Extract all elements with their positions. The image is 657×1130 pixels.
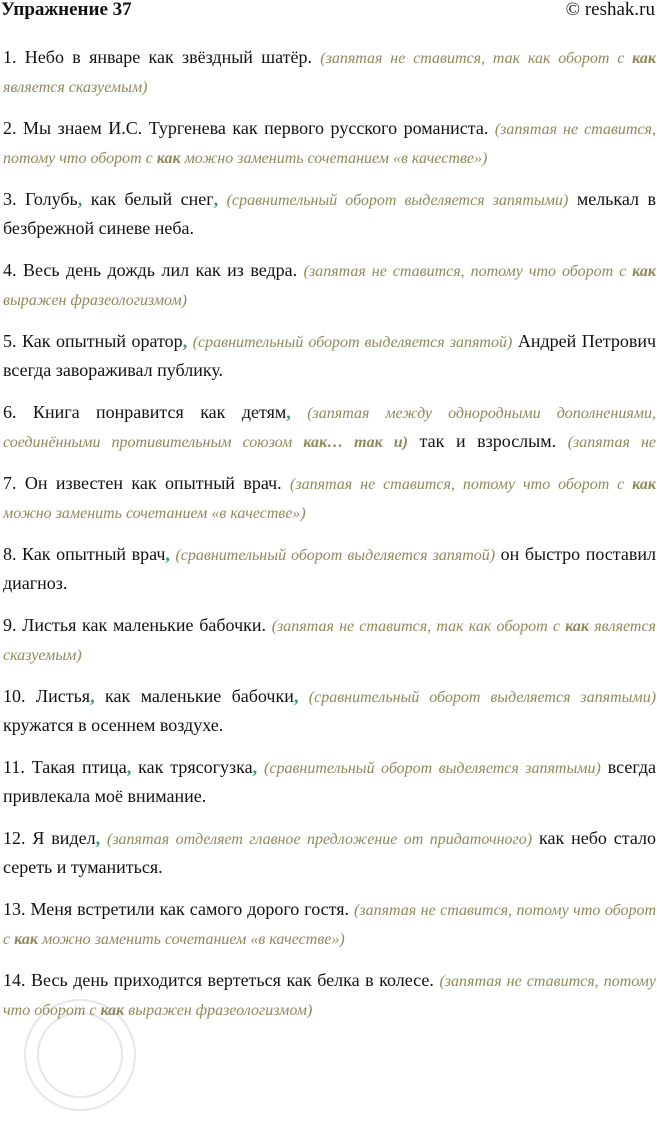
explanation-keyword: как xyxy=(14,930,38,948)
explanation-comment: (сравнительный оборот выделяется запятыми) xyxy=(264,760,601,777)
comma-mark: , xyxy=(182,331,188,351)
exercise-title: Упражнение 37 xyxy=(1,0,132,20)
explanation-comment: является сказуемым) xyxy=(3,78,148,96)
sentence-text: 3. Голубь xyxy=(3,189,78,209)
explanation-comment: (запятая отделяет главное предложение от придаточного) xyxy=(106,831,533,848)
sentence-text: 10. Листья xyxy=(3,686,91,706)
comma-mark: , xyxy=(252,757,258,777)
explanation-comment: (запятая не ставится, потому что оборот с xyxy=(3,121,656,167)
exercise-items xyxy=(3,44,656,1038)
explanation-comment: является сказуемым) xyxy=(3,618,656,664)
sentence-text: 9. Листья как маленькие бабочки. xyxy=(3,615,272,635)
explanation-comment: выражен фразеологизмом) xyxy=(3,291,187,309)
explanation-comment: (запятая не ставится, потому что оборот с xyxy=(290,476,633,493)
sentence-text: кружатся в осеннем воздухе. xyxy=(3,714,224,735)
explanation-keyword: как xyxy=(632,476,656,493)
explanation-comment: (запятая не ставится, потому что оборот с xyxy=(303,263,633,280)
exercise-item-1 xyxy=(3,44,656,97)
sentence-text: 11. Такая птица xyxy=(3,757,127,777)
explanation-keyword: как xyxy=(156,149,181,167)
exercise-item-2 xyxy=(3,115,656,168)
explanation-keyword: как… так и) xyxy=(303,433,408,451)
explanation-comment: (запятая не ставится, потому что оборот с xyxy=(3,902,656,948)
comma-mark: , xyxy=(213,189,219,209)
sentence-text: как трясогузка xyxy=(131,757,253,777)
sentence-text: как белый снег xyxy=(82,189,214,209)
explanation-comment: можно заменить сочетанием «в качестве») xyxy=(180,149,488,167)
sentence-text: 14. Весь день приходится вертеться как белка в колесе. xyxy=(3,970,440,990)
explanation-comment: можно заменить сочетанием «в качестве») xyxy=(37,930,345,948)
comma-mark: , xyxy=(293,686,299,706)
explanation-keyword: как xyxy=(100,1001,125,1019)
explanation-comment: (сравнительный оборот выделяется запятой) xyxy=(192,334,513,351)
explanation-comment: (запятая между однородными дополнениями, соединёнными противительным союзом xyxy=(3,405,656,451)
exercise-item-13 xyxy=(3,896,656,949)
comma-mark: , xyxy=(165,544,170,564)
sentence-text: 5. Как опытный оратор xyxy=(3,331,183,351)
comma-mark: , xyxy=(286,402,291,422)
comma-mark: , xyxy=(126,757,132,777)
exercise-item-14 xyxy=(3,967,656,1020)
sentence-text: 7. Он известен как опытный врач. xyxy=(3,473,291,493)
sentence-text: мелькал в безбрежной синеве неба. xyxy=(3,189,656,238)
exercise-item-5 xyxy=(3,328,656,381)
sentence-text: всегда привлекала моё внимание. xyxy=(3,757,656,806)
explanation-comment: (запятая не ставится, так как оборот с xyxy=(320,50,633,67)
exercise-item-8 xyxy=(3,541,656,594)
explanation-keyword: как xyxy=(632,263,656,280)
explanation-comment: (запятая не ставится, так как оборот с xyxy=(271,618,566,635)
exercise-item-4 xyxy=(3,257,656,310)
exercise-item-7 xyxy=(3,470,656,523)
explanation-comment: (сравнительный оборот выделяется запятыми) xyxy=(226,192,569,209)
sentence-text: 2. Мы знаем И.С. Тургенева как первого русского романиста. xyxy=(3,118,495,138)
comma-mark: , xyxy=(77,189,83,209)
explanation-comment: выражен фразеологизмом) xyxy=(124,1001,313,1019)
sentence-text xyxy=(257,757,264,777)
sentence-text: как небо стало сереть и туманиться. xyxy=(3,828,656,877)
explanation-comment: (запятая не ставится, потому что оборот с xyxy=(3,973,656,1019)
sentence-text: как маленькие бабочки xyxy=(94,686,294,706)
sentence-text: он быстро поставил диагноз. xyxy=(3,544,656,593)
exercise-item-12 xyxy=(3,825,656,878)
explanation-comment: (сравнительный оборот выделяется запятой) xyxy=(175,547,496,564)
explanation-keyword: как xyxy=(565,618,590,635)
sentence-text: 12. Я видел xyxy=(3,828,96,848)
exercise-item-10 xyxy=(3,683,656,736)
sentence-text: 1. Небо в январе как звёздный шатёр. xyxy=(3,47,321,67)
sentence-text: Андрей Петрович всегда завораживал публику. xyxy=(3,331,656,380)
exercise-item-6 xyxy=(3,399,656,452)
explanation-comment: (запятая не xyxy=(567,433,656,451)
sentence-text: так и взрослым. xyxy=(408,430,568,451)
explanation-comment: можно заменить сочетанием «в качестве») xyxy=(3,504,306,522)
exercise-item-9 xyxy=(3,612,656,665)
sentence-text xyxy=(218,189,227,209)
page-header xyxy=(0,0,657,24)
exercise-item-11 xyxy=(3,754,656,807)
sentence-text xyxy=(291,402,307,422)
site-credit: © reshak.ru xyxy=(565,0,655,20)
sentence-text: 6. Книга понравится как детям xyxy=(3,402,287,422)
sentence-text: 4. Весь день дождь лил как из ведра. xyxy=(3,260,304,280)
exercise-item-3 xyxy=(3,186,656,239)
explanation-keyword: как xyxy=(632,50,656,67)
sentence-text: 8. Как опытный врач xyxy=(3,544,166,564)
sentence-text: 13. Меня встретили как самого дорого гостя. xyxy=(3,899,354,919)
explanation-comment: (сравнительный оборот выделяется запятыми) xyxy=(308,689,656,706)
sentence-text xyxy=(298,686,308,706)
comma-mark: , xyxy=(90,686,95,706)
comma-mark: , xyxy=(95,828,101,848)
sentence-text xyxy=(100,828,107,848)
